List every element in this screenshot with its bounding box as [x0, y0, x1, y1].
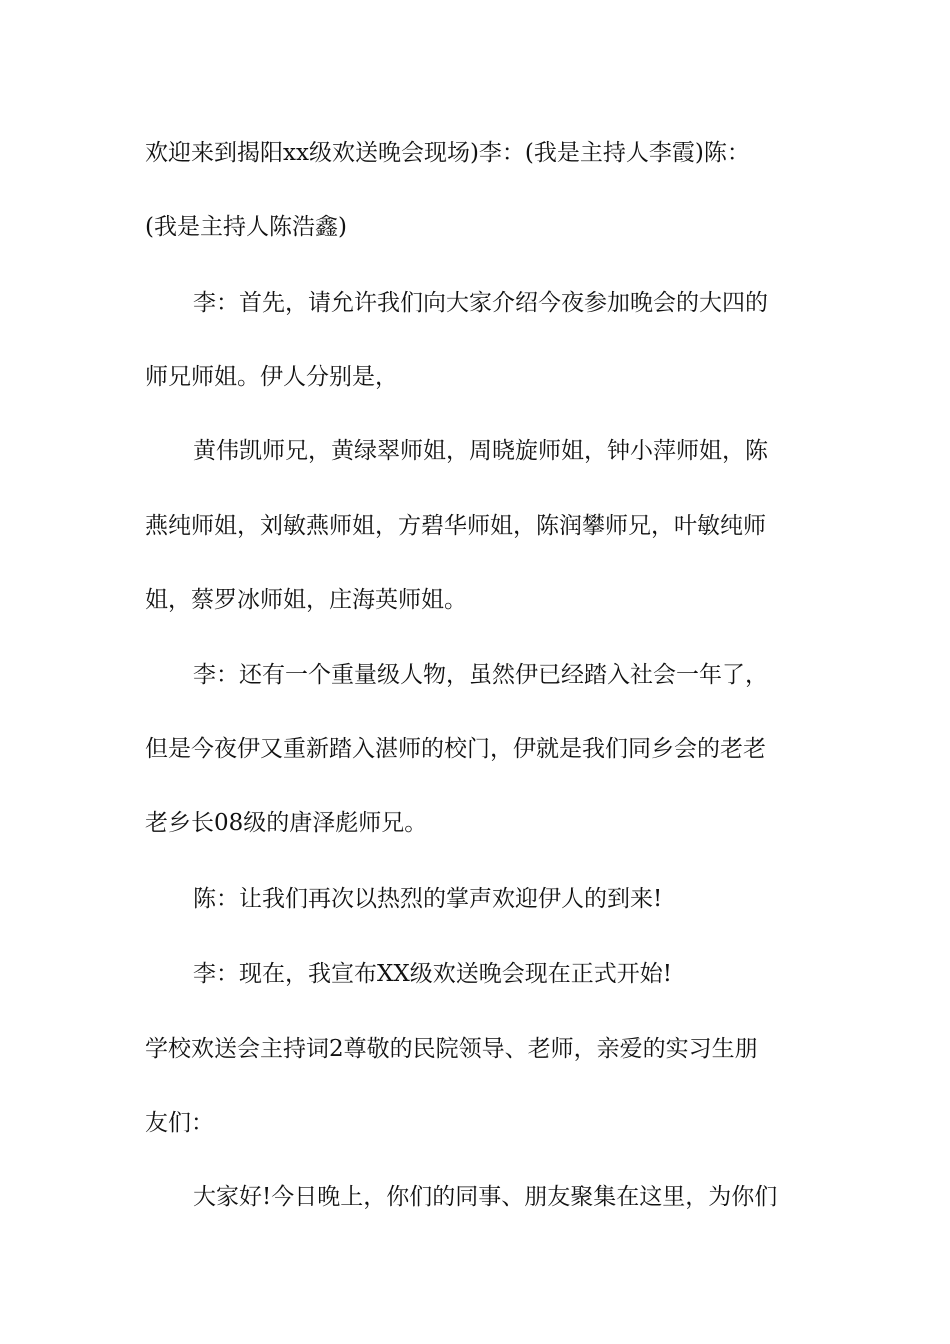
- text-line: 李：还有一个重量级人物，虽然伊已经踏入社会一年了，: [193, 662, 768, 688]
- text-line: (我是主持人陈浩鑫): [145, 214, 347, 240]
- text-line: 陈：让我们再次以热烈的掌声欢迎伊人的到来!: [193, 886, 663, 912]
- text-line: 友们：: [145, 1110, 214, 1136]
- text-line: 欢迎来到揭阳xx级欢送晚会现场)李：(我是主持人李霞)陈：: [145, 140, 750, 166]
- text-line: 黄伟凯师兄，黄绿翠师姐，周晓旋师姐，钟小萍师姐，陈: [193, 438, 768, 464]
- text-line: 李：现在，我宣布XX级欢送晚会现在正式开始!: [193, 961, 672, 987]
- text-line: 但是今夜伊又重新踏入湛师的校门，伊就是我们同乡会的老老: [145, 736, 766, 762]
- text-line: 李：首先，请允许我们向大家介绍今夜参加晚会的大四的: [193, 290, 768, 316]
- text-line: 师兄师姐。伊人分别是，: [145, 364, 398, 390]
- text-line: 老乡长08级的唐泽彪师兄。: [145, 810, 428, 836]
- text-line: 燕纯师姐，刘敏燕师姐，方碧华师姐，陈润攀师兄，叶敏纯师: [145, 513, 766, 539]
- text-line: 大家好!今日晚上，你们的同事、朋友聚集在这里，为你们: [193, 1184, 778, 1210]
- text-line: 学校欢送会主持词2尊敬的民院领导、老师，亲爱的实习生朋: [145, 1036, 758, 1062]
- text-line: 姐，蔡罗冰师姐，庄海英师姐。: [145, 587, 467, 613]
